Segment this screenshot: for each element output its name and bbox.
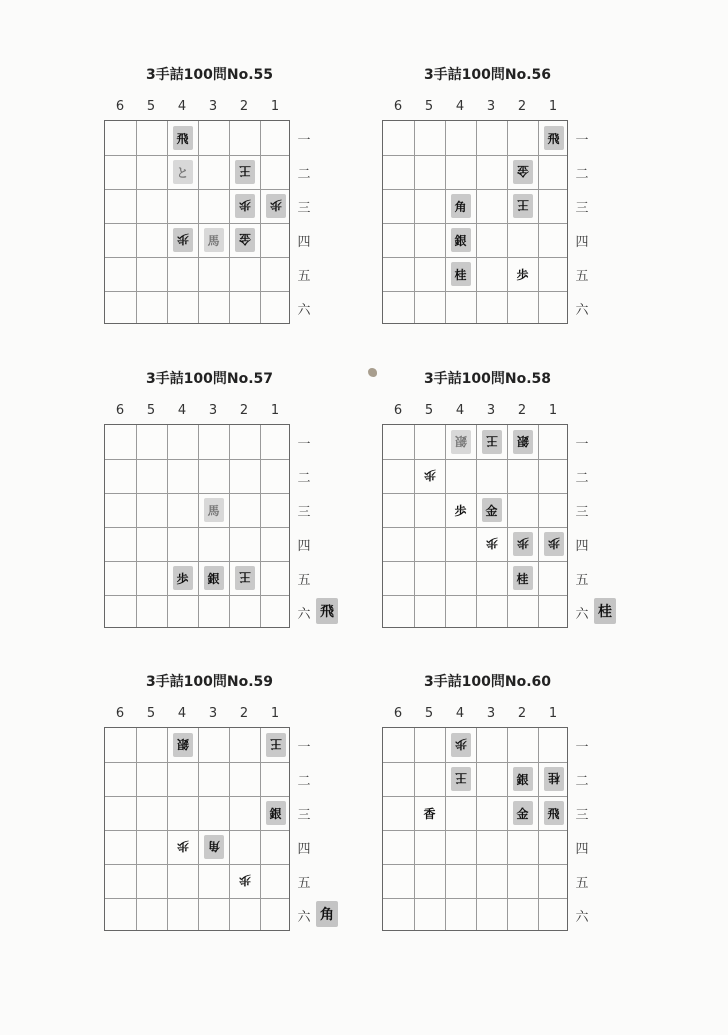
grid-line [105,796,289,797]
puzzle-title: 3手詰100問No.57 [145,371,274,387]
grid-line [105,561,289,562]
puzzle-title: 3手詰100問No.59 [145,674,274,690]
rank-label: 四 [575,842,589,857]
file-labels [380,403,580,419]
grid-line [105,527,289,528]
grid-line [476,425,477,627]
grid-line [105,257,289,258]
rank-label: 三 [297,505,311,520]
shogi-piece: 歩 [176,839,189,854]
shogi-piece: 金 [235,228,255,252]
grid-line [105,223,289,224]
file-labels [380,99,580,115]
file-label: 5 [146,403,156,418]
shogi-piece: 銀 [451,228,471,252]
grid-line [383,257,567,258]
shogi-piece: 歩 [173,566,193,590]
file-label: 2 [239,99,249,114]
file-label: 6 [393,99,403,114]
grid-line [105,830,289,831]
file-label: 1 [270,706,280,721]
grid-line [105,595,289,596]
file-label: 2 [239,706,249,721]
shogi-piece: 歩 [485,536,498,551]
grid-line [414,728,415,930]
rank-label: 四 [575,235,589,250]
file-label: 4 [177,99,187,114]
rank-label: 二 [297,471,311,486]
grid-line [260,425,261,627]
rank-label: 二 [297,167,311,182]
rank-label: 一 [297,437,311,452]
file-label: 1 [548,99,558,114]
grid-line [105,898,289,899]
shogi-piece: 歩 [266,194,286,218]
file-label: 3 [208,706,218,721]
shogi-piece: 歩 [454,503,467,518]
file-label: 4 [177,706,187,721]
file-label: 5 [146,99,156,114]
shogi-piece: 銀 [266,801,286,825]
rank-label: 六 [575,910,589,925]
shogi-piece: 金 [513,801,533,825]
file-label: 6 [393,403,403,418]
shogi-piece: 歩 [238,873,251,888]
file-label: 6 [115,99,125,114]
rank-label: 三 [575,808,589,823]
file-label: 4 [455,99,465,114]
rank-label: 五 [297,573,311,588]
shogi-piece: と [173,160,193,184]
grid-line [260,728,261,930]
rank-label: 五 [575,573,589,588]
grid-line [136,121,137,323]
grid-line [507,121,508,323]
rank-label: 四 [297,539,311,554]
grid-line [167,121,168,323]
rank-label: 二 [575,774,589,789]
file-label: 2 [517,706,527,721]
grid-line [229,121,230,323]
shogi-piece: 銀 [513,767,533,791]
shogi-piece: 角 [451,194,471,218]
file-label: 3 [486,99,496,114]
file-label: 1 [270,99,280,114]
file-label: 2 [239,403,249,418]
grid-line [445,425,446,627]
grid-line [229,728,230,930]
file-label: 5 [424,706,434,721]
puzzle-title: 3手詰100問No.55 [145,67,274,83]
file-label: 3 [486,706,496,721]
shogi-piece: 桂 [513,566,533,590]
shogi-piece: 銀 [204,566,224,590]
shogi-piece: 歩 [173,228,193,252]
shogi-piece: 王 [235,566,255,590]
grid-line [229,425,230,627]
grid-line [383,898,567,899]
piece-in-hand: 飛 [316,598,338,624]
shogi-piece: 王 [513,194,533,218]
grid-line [383,459,567,460]
file-label: 4 [177,403,187,418]
shogi-piece: 桂 [544,767,564,791]
rank-label: 二 [297,774,311,789]
shogi-piece: 歩 [544,532,564,556]
grid-line [167,728,168,930]
grid-line [383,762,567,763]
grid-line [383,493,567,494]
shogi-piece: 銀 [513,430,533,454]
shogi-piece: 歩 [516,267,529,282]
rank-label: 一 [297,740,311,755]
grid-line [445,728,446,930]
grid-line [476,121,477,323]
file-label: 3 [208,403,218,418]
shogi-board [104,727,290,931]
file-labels [102,99,302,115]
rank-label: 一 [575,740,589,755]
puzzle-title: 3手詰100問No.58 [423,371,552,387]
shogi-piece: 角 [204,835,224,859]
file-label: 3 [486,403,496,418]
rank-label: 二 [575,167,589,182]
file-label: 2 [517,99,527,114]
file-labels [102,403,302,419]
grid-line [383,527,567,528]
shogi-piece: 香 [423,806,436,821]
rank-label: 四 [297,842,311,857]
grid-line [105,459,289,460]
grid-line [105,155,289,156]
grid-line [136,728,137,930]
rank-label: 四 [297,235,311,250]
shogi-piece: 歩 [451,733,471,757]
grid-line [414,121,415,323]
file-label: 6 [393,706,403,721]
grid-line [136,425,137,627]
grid-line [105,291,289,292]
piece-in-hand: 角 [316,901,338,927]
grid-line [383,291,567,292]
puzzle-title: 3手詰100問No.60 [423,674,552,690]
grid-line [105,493,289,494]
file-labels [380,706,580,722]
grid-line [105,762,289,763]
paper-speck [368,368,377,377]
file-label: 2 [517,403,527,418]
file-labels [102,706,302,722]
grid-line [105,864,289,865]
file-label: 4 [455,403,465,418]
shogi-board [104,424,290,628]
grid-line [507,425,508,627]
puzzle-56 [380,64,660,374]
grid-line [538,121,539,323]
shogi-piece: 歩 [513,532,533,556]
rank-label: 二 [575,471,589,486]
grid-line [476,728,477,930]
grid-line [383,561,567,562]
shogi-piece: 歩 [235,194,255,218]
file-label: 4 [455,706,465,721]
puzzle-title: 3手詰100問No.56 [423,67,552,83]
rank-label: 三 [575,505,589,520]
grid-line [260,121,261,323]
puzzle-55 [102,64,382,374]
shogi-piece: 飛 [173,126,193,150]
shogi-piece: 桂 [451,262,471,286]
shogi-piece: 王 [482,430,502,454]
grid-line [538,728,539,930]
rank-label: 四 [575,539,589,554]
grid-line [383,864,567,865]
file-label: 5 [424,403,434,418]
grid-line [198,121,199,323]
file-label: 6 [115,403,125,418]
shogi-board [382,120,568,324]
grid-line [383,223,567,224]
puzzle-58 [380,368,660,678]
rank-label: 三 [575,201,589,216]
shogi-board [104,120,290,324]
grid-line [507,728,508,930]
file-label: 5 [146,706,156,721]
shogi-piece: 銀 [451,430,471,454]
rank-label: 五 [575,876,589,891]
file-label: 3 [208,99,218,114]
shogi-piece: 馬 [204,498,224,522]
shogi-piece: 金 [513,160,533,184]
file-label: 1 [548,706,558,721]
puzzle-60 [380,671,660,981]
rank-label: 六 [297,910,311,925]
grid-line [414,425,415,627]
shogi-piece: 王 [235,160,255,184]
rank-label: 三 [297,201,311,216]
rank-label: 六 [297,607,311,622]
rank-label: 五 [297,876,311,891]
puzzle-59 [102,671,382,981]
grid-line [445,121,446,323]
grid-line [383,595,567,596]
rank-label: 六 [297,303,311,318]
shogi-piece: 馬 [204,228,224,252]
grid-line [167,425,168,627]
grid-line [198,728,199,930]
rank-label: 六 [575,303,589,318]
grid-line [383,155,567,156]
grid-line [538,425,539,627]
shogi-piece: 歩 [423,468,436,483]
rank-label: 一 [575,133,589,148]
rank-label: 三 [297,808,311,823]
rank-label: 一 [575,437,589,452]
puzzle-57 [102,368,382,678]
grid-line [198,425,199,627]
grid-line [383,189,567,190]
rank-label: 六 [575,607,589,622]
piece-in-hand: 桂 [594,598,616,624]
shogi-piece: 飛 [544,801,564,825]
file-label: 5 [424,99,434,114]
shogi-piece: 飛 [544,126,564,150]
rank-label: 五 [575,269,589,284]
file-label: 1 [270,403,280,418]
grid-line [383,830,567,831]
shogi-piece: 王 [266,733,286,757]
rank-label: 五 [297,269,311,284]
rank-label: 一 [297,133,311,148]
shogi-piece: 金 [482,498,502,522]
shogi-board [382,727,568,931]
file-label: 1 [548,403,558,418]
grid-line [383,796,567,797]
shogi-board [382,424,568,628]
shogi-piece: 王 [451,767,471,791]
grid-line [105,189,289,190]
shogi-piece: 銀 [173,733,193,757]
file-label: 6 [115,706,125,721]
